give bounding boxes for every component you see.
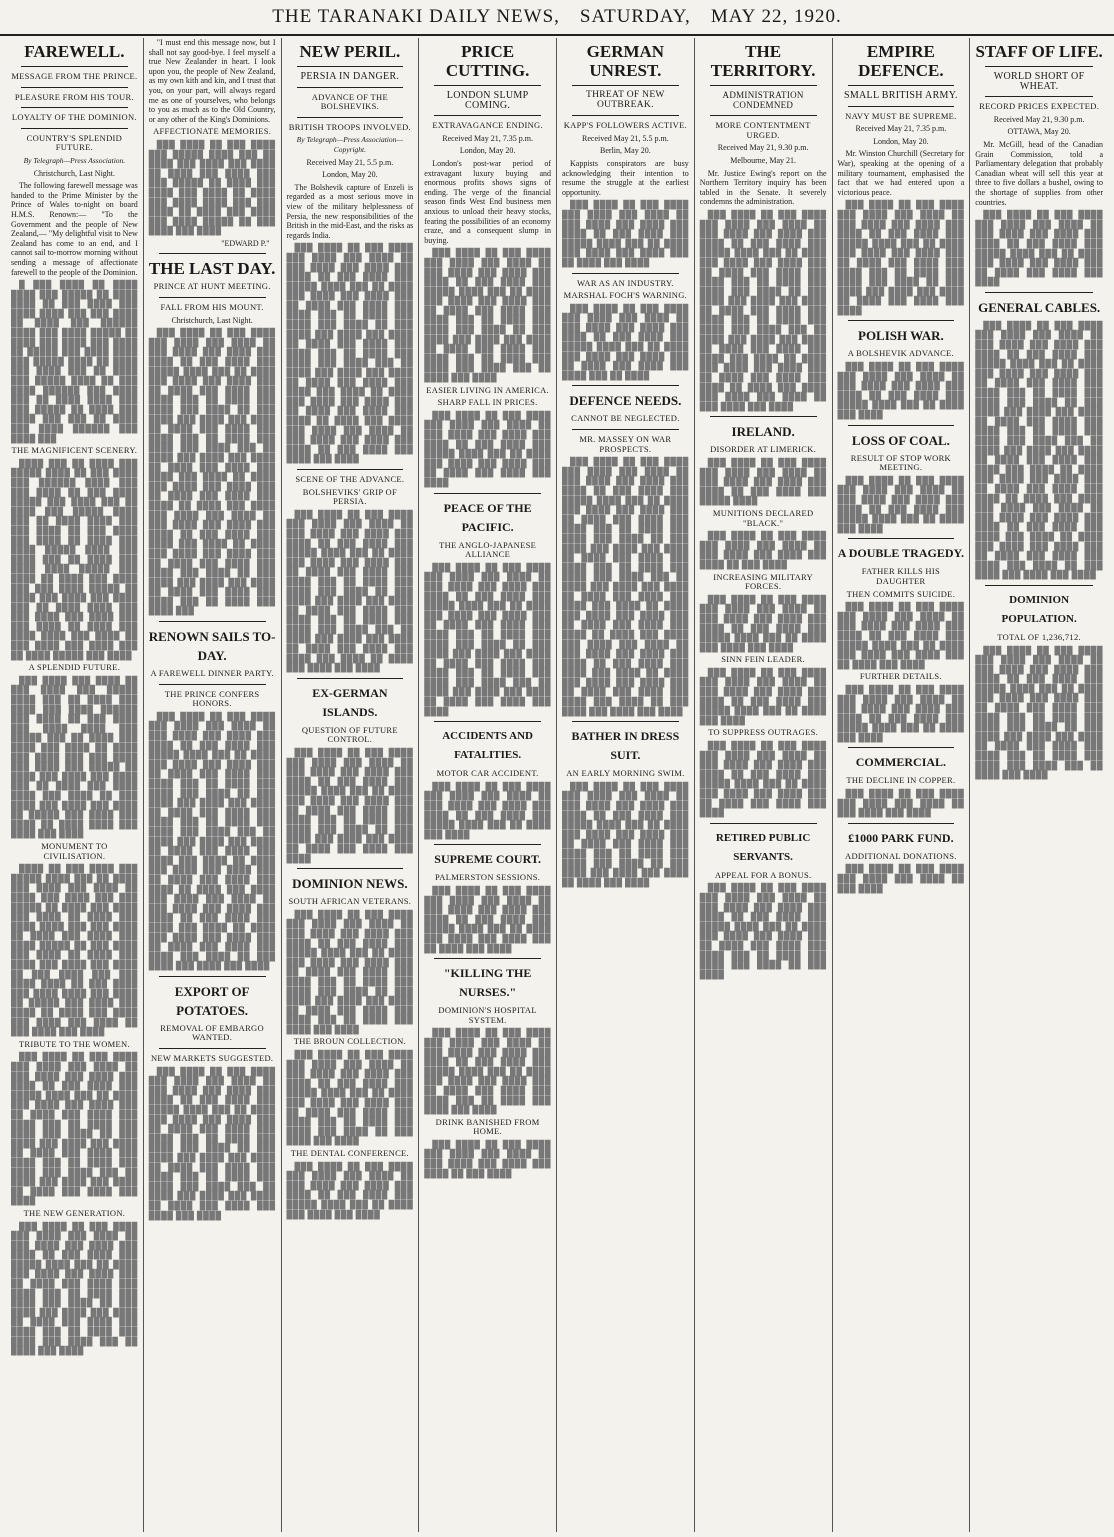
body-text-filler: █ ███ ████ ██ ████ ████ ███ █████ ██ ████ ████ ██ ███ ████ ███ ████ ████ ███ ███ ████ ██ ████ ███ ██████ ████ ███ ████ █████ ██ ████ ███ ████ ███ ████ ██ █████ ███ ████ ████ ███ █████ ████ ██ ████ ███ ████ ███ ██ ████ ███ █████ ████ ██ ███ ████ ██████ ███ ████ ███ ██ ████ ████ ███ ███ █████ ██ ████ ███ ████ ███ ███ ██ ████ ███ ████ ██████ ███ ████ ███ <box>11 280 138 443</box>
article-body: The Bolshevik capture of Enzeli is regarded as a most serious move in view of the military helplessness of Persia, the new responsibilities of the British in the mid-East, and the risks as regards India. <box>286 182 414 240</box>
headline-double-tragedy: A DOUBLE TRAGEDY. <box>837 546 965 561</box>
dateline: Christchurch, Last Night. <box>33 168 116 178</box>
subhead: PLEASURE FROM HIS TOUR. <box>14 91 134 102</box>
headline-loss-of-coal: LOSS OF COAL. <box>851 432 950 448</box>
headline-supreme-court: SUPREME COURT. <box>434 852 541 867</box>
headline-commercial: COMMERCIAL. <box>855 755 947 770</box>
agency-line: By Telegraph—Press Association. <box>23 155 126 165</box>
subhead: QUESTION OF FUTURE CONTROL. <box>301 724 398 745</box>
body-text-filler: ███ ████ ██ ███ ████ ███ ████ ███ ████ ██ ███ ████ ███ ████ ███ ████ ██ ███ ████ ███ █████ ████ ███ ██ ████ ███ ████ ███ ████ ███ ██ ████ ███ ████ ███ ████ <box>975 210 1103 287</box>
body-text-filler: ███ ████ ███ ████ ██ ███ ████ ███ █████ ████ ███ ██ ████ ███ ████ ███ ████ ██████ ███ ████ ██ ███ ████ ███ ████ ████ ███ █████ ███ ██ ████ ███ ████ ███ ████ ██ ████ ███ ████ ███ ███ ████ ███ ████ ███ █████ ██ ████ ███ ████ ███ ████ ███ ██ ████ ███ ████ ████ ███ ████ ██ ███ ████ ███ ████ ███ ████ ██ █████ ███ ████ ███ ████ ██ ████ ████ ███ ████ ███ ████ <box>11 675 138 839</box>
headline-peace-of-pacific: PEACE OF THE PACIFIC. <box>443 500 532 534</box>
column-6 <box>695 38 833 1532</box>
body-text-filler: ████ ███ ██ ████ ███ █████ ████ ██ ███ ████ ███ ██████ ████ ███ ███ ████ ██ ███ ████ █████ ███ ████ ███ ██ ████ ███ █████ ████ ███ ██ ████ ████ ███ ███ ████ ██ ███ ████ ███ ████ ██ ████ ███ ████ █████ ████ ███ ████ ███ ██ ████ ███ ████ ████ █████ ███ ████ ██ ████ ███ ████ ███ ███ ████ █████ ██ ████ ███ ████ ███ ████ ███ ██ ████ ████ ███ ███ ████ ███ ████ ███ ███ ████ ██ ████ ███ ████ ████ ███ ████ ██ ███ ████ ███ ████ ███ ██ ████ █████ ███ ████ <box>11 458 138 660</box>
subhead: AN EARLY MORNING SWIM. <box>566 768 685 779</box>
article-body: Mr. Winston Churchill (Secretary for War), speaking at the opening of a military tournament, emphasised the fact that we had entered upon a victorious peace. <box>837 149 965 197</box>
subhead: ADVANCE OF THE BOLSHEVIKS. <box>311 91 388 112</box>
body-text-filler: ███ ████ ██ ███ ████ ███ ████ ███ ████ ██ ███ ████ ███ ████ ███ ████ ██ ███ ████ ███ █████ ████ ███ ██ ████ ███ ████ ███ ████ ███ ██ ████ ███ ████ ███ ████ ███ ██ ████ ███ ████ ███ ████ <box>424 1028 551 1115</box>
column-8 <box>970 38 1108 1532</box>
subhead: MOTOR CAR ACCIDENT. <box>436 768 539 779</box>
body-text-filler: ███ ████ ██ ███ ████ ███ ████ ███ ████ ██ ███ ████ ███ ████ ███ ████ ██ ███ ████ ███ █████ ████ ███ ██ ████ ███ ████ ███ ████ ███ ██ ████ ███ ████ ███ ████ ███ ██ ████ ███ ████ ███ ████ ██ ███ ████ ███ ████ ███ ████ ██ ████ ███ ████ ███ ████ ███ ██ ████ ███ ████ ███ ████ ███ ██ ████ ███ ████ ███ ████ ██ ████ ███ ████ ███ ████ ███ ████ ██ ████ ███ ████ ███ ████ ███ ██ ████ ███ ████ ███ ████ ██ ████ ███ ████ ███ ████ ███ ████ ██ ███ ████ ███ ████ <box>699 209 827 411</box>
body-text-filler: ███ ████ ██ ███ ████ ███ ████ ███ ████ ██ ███ ████ ███ ████ ███ ████ ██ ███ ████ ███ █████ ████ ███ ██ ████ ███ ████ ███ ████ ███ ██ ████ ███ ████ ███ ████ ███ ██ ████ ███ ████ ███ ████ ██ ███ ████ ███ ████ ███ ████ ██ ████ ███ ████ ███ ████ ███ ██ ████ ███ ████ ███ ████ ███ ██ ████ ███ ████ ███ ████ ██ ████ ███ ████ ███ ████ <box>11 1052 138 1206</box>
column-4 <box>419 38 557 1532</box>
body-text-filler: ███ ████ ██ ███ ████ ███ ████ ███ ████ ██ ███ ████ ███ ████ ███ ████ ██ ███ ████ ███ █████ ████ ███ ██ ████ ███ ████ ███ ████ ███ ██ ████ ███ ████ <box>837 602 965 669</box>
dateline: Christchurch, Last Night. <box>171 315 253 325</box>
subhead: A BOLSHEVIK ADVANCE. <box>847 348 954 359</box>
subhead: SCENE OF THE ADVANCE. <box>295 473 405 484</box>
subhead: THREAT OF NEW OUTBREAK. <box>586 90 665 110</box>
headline-empire-defence: EMPIRE DEFENCE. <box>858 42 944 80</box>
masthead-day: SATURDAY, <box>579 6 691 27</box>
received-time: Received May 21, 7.35 p.m. <box>442 133 533 143</box>
subhead: WAR AS AN INDUSTRY. <box>577 277 674 288</box>
masthead-title: THE TARANAKI DAILY NEWS, <box>272 6 560 27</box>
body-text-filler: ███ ████ ██ ███ ████ ███ ████ ███ ████ ██ ███ ████ ███ ████ ███ ████ ██ ███ ████ ███ █████ ████ ███ ██ ████ ███ ████ ███ ████ <box>286 1161 414 1219</box>
newspaper-page <box>6 38 1108 1532</box>
subhead: TRIBUTE TO THE WOMEN. <box>18 1038 130 1049</box>
subhead: INCREASING MILITARY FORCES. <box>713 571 813 592</box>
subhead: KAPP'S FOLLOWERS ACTIVE. <box>563 120 687 131</box>
subhead: PALMERSTON SESSIONS. <box>435 872 541 883</box>
dateline: Melbourne, May 21. <box>730 155 796 165</box>
subhead: NAVY MUST BE SUPREME. <box>845 110 957 121</box>
body-text-filler: ███ ████ ██ ███ ████ ███ ████ ███ ████ ██ ███ ████ ███ ████ ███ ████ ██ ███ ████ ███ █████ ████ ███ ██ ████ ███ ████ ███ ████ ███ ██ ████ ███ ████ ███ ████ ███ ██ ████ ███ ████ ███ ████ ██ ███ ████ ███ ████ ███ ████ ██ ████ ███ ████ ███ ████ ███ ██ ████ ███ ████ ███ ████ ███ ██ ████ ███ ████ <box>424 248 551 383</box>
subhead: PERSIA IN DANGER. <box>300 71 400 82</box>
article-body: "I must end this message now, but I shall not say good-bye. I feel myself a true New Zealander in heart. I look upon you, the people of New Zealand, as my own kith and kin, and I trust that you, on your part, will always regard me as one of yourselves, who belongs to you as much as to the Old Country, or any other of the King's Dominions. <box>148 38 276 124</box>
dateline: London, May 20. <box>322 170 378 180</box>
subhead: COUNTRY'S SPLENDID FUTURE. <box>26 132 123 153</box>
masthead-date: MAY 22, 1920. <box>710 6 842 27</box>
subhead: A FAREWELL DINNER PARTY. <box>150 668 274 679</box>
body-text-filler: ███ ████ ██ ███ ████ ███ ████ ███ ████ ██ ███ ████ ███ ████ ███ ████ ██ ███ ████ ███ █████ ████ ███ ██ ████ ███ ████ ███ ████ ███ ██ ████ ███ ████ ███ ████ ███ ██ ████ ███ ████ ███ ████ ██ ███ ████ ███ ████ ███ ████ ██ ████ ███ ████ ███ ████ <box>286 748 414 863</box>
received-time: Received May 21, 7.35 p.m. <box>855 124 947 134</box>
subhead: THE NEW GENERATION. <box>23 1207 126 1218</box>
headline-dominion-population: DOMINION POPULATION. <box>1001 593 1077 625</box>
column-2 <box>144 38 282 1532</box>
subhead: AFFECTIONATE MEMORIES. <box>153 126 272 137</box>
body-text-filler: ███ ████ ██ ███ ████ ███ ████ ███ ████ ██ ███ ████ ███ ████ ███ ████ ██ ███ ████ ███ █████ ████ ███ ██ ████ ███ ████ ███ ████ ███ ██ ████ ███ ████ ███ ████ ███ ██ ████ ███ ████ ███ ████ ██ ███ ████ ███ ████ ███ ████ ██ ████ ███ ████ ███ ████ ███ ██ ████ ███ ████ ███ ████ ███ ██ ████ ███ ████ ███ ████ ██ ████ ███ ████ ███ ████ ███ ████ ██ ████ ███ ████ ███ ████ ███ ██ ████ ███ ████ ███ ████ ██ ████ ███ ████ ███ ████ ███ ████ ██ ███ ████ ███ ████ ███ ████ ██ ███ ████ ███ ████ ███ ████ ██ ████ ███ ████ ███ ████ ███ ██ ████ ███ ████ ███ ████ ███ ████ ██ ███ ████ ███ ████ ███ ████ <box>148 711 276 971</box>
dateline: London, May 20. <box>459 146 516 156</box>
body-text-filler: ███ ████ ██ ███ ████ ███ ████ ███ ████ ██ ███ ████ ███ ████ ███ ████ ██ ███ ████ ███ █████ ████ ███ ██ ████ ███ ████ ███ ████ ███ ██ ████ ███ ████ ███ ████ ███ ██ ████ ███ ████ ███ ████ ██ ███ ████ ███ ████ ███ ████ ██ ████ ███ ████ ███ ████ ███ ██ ████ ███ ████ ███ ████ ███ ██ ████ ███ ████ ███ ████ ██ ████ ███ ████ ███ ████ <box>424 562 551 716</box>
body-text-filler: ███ ████ ██ ███ ████ ███ ████ ███ ████ ██ ███ ████ ███ ████ ███ ████ ██ ███ ████ ███ █████ ████ ███ ██ ████ ███ ████ <box>837 684 965 742</box>
body-text-filler: ███ ████ ██ ███ ████ ███ ████ ███ ████ ██ ███ ████ <box>837 864 965 893</box>
dateline: Berlin, May 20. <box>600 146 651 156</box>
subhead: SINN FEIN LEADER. <box>721 654 805 665</box>
article-body: Mr. McGill, head of the Canadian Grain Commission, told a Parliamentary delegation that probably Canadian wheat will sell this year at three to five dollars a bushel, owing to the shortage of supplies from other countries. <box>975 139 1103 207</box>
subhead: MORE CONTENTMENT URGED. <box>715 120 811 140</box>
body-text-filler: ███ ████ ██ ███ ████ ███ ████ ███ ████ ██ ███ ████ ███ ████ ███ ████ ██ ███ ████ ███ █████ ████ ███ ██ ████ ███ ████ ███ ████ ███ ██ ████ ███ ████ ███ ████ ███ ██ ████ ███ ████ ███ ████ ██ ███ ████ ███ ████ ███ ████ ██ ████ ███ ████ ███ ████ ███ ██ ████ ███ ████ ███ ████ ███ ██ ████ ███ ████ ███ ████ ██ ████ ███ ████ ███ ████ ███ ████ ██ ████ ███ ████ ███ ████ ███ ██ ████ ███ ████ ███ ████ ██ ████ ███ ████ ███ ████ ███ ████ ██ ███ ████ ███ ████ ███ ████ ██ ███ ████ ███ ████ ███ ████ ██ ████ ███ ████ ███ ████ ███ ██ ████ ███ ████ ███ ████ ███ ████ ██ ███ ████ ███ ████ ███ ████ <box>562 457 689 716</box>
article-body: London's post-war period of extravagant luxury buying and enormous profits shows signs of ending. The verge of the financial season finds West End business men anxious to unload their heavy stocks, fearing the possibilities of an economy craze, and a consequent slump in buying. <box>424 158 551 245</box>
subhead: MR. MASSEY ON WAR PROSPECTS. <box>579 434 672 454</box>
article-body: The following farewell message was handed to the Prime Minister by the Prince of Wales to-night on board H.M.S. Renown:— "To the Government and the people of New Zealand,— "My delightful visit to New Zealand has come to an end, and I cannot sail to-morrow morning without sending a message of affectionate farewell to the people of the Dominion. <box>11 181 138 277</box>
body-text-filler: ███ ████ ██ ███ ████ ███ ████ ███ ████ ██ ███ ████ ███ ████ ███ ████ ██ ███ ████ ███ █████ ████ ███ ██ ████ ███ ████ <box>837 475 965 533</box>
received-time: Received May 21, 5.5 p.m. <box>306 157 394 167</box>
subhead: MUNITIONS DECLARED "BLACK." <box>712 507 814 528</box>
body-text-filler: ███ ████ ██ ███ ████ ███ ████ ███ ████ ██ ███ ████ ███ ████ ███ ████ ██ ███ ████ ███ █████ ████ ███ ██ ████ ███ ████ ███ ████ ███ ██ ████ ███ ████ ███ ████ ███ ██ ████ ███ ████ ███ ████ ██ ███ ████ ███ ████ ███ ████ ██ ████ ███ ████ ███ ████ <box>837 200 965 315</box>
body-text-filler: ███ ████ ██ ███ ████ ███ █████ ████ ███ ██ ████ ███ ████ ███ ████ ██ ████ ███ ████ ███ ███ █████ ██ ████ ███ ████ ███ ████ ██ ████ ███ ████ ████ ███ ███ ████ ██ ████ ███ ████ ███ ████ █████ ██ ███ ████ ███ ████ <box>148 139 276 236</box>
subhead: DOMINION'S HOSPITAL SYSTEM. <box>438 1005 537 1025</box>
headline-farewell: FAREWELL. <box>24 42 125 61</box>
subhead: RECORD PRICES EXPECTED. <box>979 101 1100 112</box>
subhead: FURTHER DETAILS. <box>859 671 942 682</box>
body-text-filler: ███ ████ ██ ███ ████ ███ ████ ███ ████ ██ ███ ████ ███ ████ ███ ████ ██ ███ ████ ███ █████ ████ ███ ██ ████ ███ ████ <box>699 667 827 725</box>
body-text-filler: ███ ████ ██ ███ ████ ███ ████ ███ ████ ██ ███ ████ ███ ████ ███ ████ ██ ███ ████ ███ █████ ████ <box>699 458 827 506</box>
headline-last-day: THE LAST DAY. <box>148 259 276 279</box>
subhead: SMALL BRITISH ARMY. <box>843 90 958 101</box>
headline-the-territory: THE TERRITORY. <box>710 42 816 80</box>
dateline: OTTAWA, May 20. <box>1007 127 1071 137</box>
column-1 <box>6 38 144 1532</box>
headline-general-cables: GENERAL CABLES. <box>978 299 1101 315</box>
subhead: THE ANGLO-JAPANESE ALLIANCE <box>439 539 537 560</box>
subhead: A SPLENDID FUTURE. <box>28 662 121 673</box>
column-5 <box>557 38 695 1532</box>
body-text-filler: ███ ████ ██ ███ ████ ███ ████ ███ ████ ██ ███ ████ ███ ████ ███ ████ ██ ███ ████ ███ █████ ████ ███ ██ ████ ███ ████ ███ ████ ███ ██ ████ ███ ████ ███ ████ ███ ██ ████ ███ ████ ███ ████ ██ ███ ████ ███ ████ ███ ████ ██ ████ ███ ████ ███ ████ ███ ██ ████ ███ ████ ███ ████ ███ ██ ████ ███ ████ ███ ████ ██ ████ ███ ████ ███ ████ ███ ████ ██ ████ ███ ████ ███ ████ <box>286 509 414 673</box>
subhead: SOUTH AFRICAN VETERANS. <box>288 896 412 907</box>
body-text-filler: ███ ████ ██ ███ ████ ███ ████ ███ ████ ██ ███ ████ ███ ████ ███ ████ ██ ███ ████ ███ █████ ████ ███ ██ ████ ███ ████ ███ ████ ███ ██ ████ ███ ████ ███ ████ ███ ██ ████ ███ ████ ███ ████ ██ ███ ████ ███ ████ <box>286 1050 414 1146</box>
subhead: FATHER KILLS HIS DAUGHTER <box>861 566 941 586</box>
headline-bather: BATHER IN DRESS SUIT. <box>571 729 680 763</box>
subhead: THE DECLINE IN COPPER. <box>846 775 956 786</box>
subhead: MESSAGE FROM THE PRINCE. <box>11 71 138 81</box>
body-text-filler: ███ ████ ██ ███ ████ ███ ████ ███ ████ ██ ███ ████ ███ ████ ███ ████ ██ ███ ████ ███ █████ ████ ███ ██ ████ ███ ████ ███ ████ ███ ██ ████ ███ ████ ███ ████ ███ ██ ████ ███ ████ ███ ████ ██ ███ ████ ███ ████ ███ ████ ██ ████ ███ ████ ███ ████ ███ ██ ████ ███ ████ ███ ████ ███ ██ ████ ███ ████ <box>975 645 1103 780</box>
body-text-filler: ███ ████ ██ ███ ████ ███ ████ ███ ████ ██ ███ ████ ███ ████ ███ ████ ██ ███ ████ ███ █████ ████ ███ ██ ████ ███ ████ ███ ████ ███ ██ ████ ███ ████ ███ ████ ███ ██ ████ ███ ████ ███ ████ ██ ███ ████ ███ ████ ███ ████ ██ ████ ███ ████ ███ ████ ███ ██ ████ ███ ████ ███ ████ ███ ██ ████ ███ ████ ███ ████ ██ ████ ███ ████ ███ ████ ███ ████ ██ ████ ███ ████ ███ ████ ███ ██ ████ ███ ████ ███ ████ ██ ████ ███ ████ ███ ████ ███ ████ ██ ███ ████ ███ ████ ███ ████ ██ ███ ████ ███ ████ ███ ████ <box>286 243 414 464</box>
subhead: DISORDER AT LIMERICK. <box>710 444 817 455</box>
subhead: CANNOT BE NEGLECTED. <box>571 413 680 424</box>
body-text-filler: ███ ████ ██ ███ ████ ███ ████ ███ ████ ██ ███ ████ ███ ████ ███ ████ ██ ███ ████ ███ █████ ████ ███ ██ ████ ███ ████ ███ ████ ███ ██ ████ ███ ████ ███ ████ <box>699 741 827 818</box>
headline-ireland: IRELAND. <box>731 424 795 440</box>
body-text-filler: ███ ████ ██ ███ ████ ███ ████ ███ ████ ██ ███ ████ ███ ████ ███ ████ ██ ███ ████ ███ █████ ████ ███ ██ ████ ███ ████ ███ ████ ███ ██ ████ ███ ████ ███ ████ ███ ██ ████ ███ ████ ███ ████ ██ ███ ████ ███ ████ ███ ████ ██ ████ ███ ████ ███ ████ ███ ██ ████ ███ ████ ███ ████ <box>286 909 414 1034</box>
headline-renown-sails: RENOWN SAILS TO-DAY. <box>148 629 276 664</box>
column-7 <box>833 38 971 1532</box>
headline-park-fund: £1000 PARK FUND. <box>848 830 954 845</box>
article-body: Kappists conspirators are busy acknowledging their intention to resume the struggle at the earliest opportunity. <box>562 158 689 197</box>
subhead: ADDITIONAL DONATIONS. <box>845 850 957 861</box>
agency-line: By Telegraph—Press Association—Copyright. <box>296 135 404 154</box>
subhead: EXTRAVAGANCE ENDING. <box>432 120 543 131</box>
subhead: REMOVAL OF EMBARGO WANTED. <box>160 1022 264 1043</box>
dateline: London, May 20. <box>873 136 929 146</box>
headline-ex-german-islands: EX-GERMAN ISLANDS. <box>312 685 388 719</box>
body-text-filler: ███ ████ ██ ███ ████ ███ ████ ███ ████ ██ ███ ████ ███ ████ ███ ████ ██ ███ ████ ███ █████ ████ ███ ██ ████ ███ ████ ███ ████ <box>699 594 827 652</box>
subhead: LOYALTY OF THE DOMINION. <box>11 112 137 123</box>
subhead: TOTAL OF 1,236,712. <box>997 631 1081 642</box>
headline-accidents: ACCIDENTS AND FATALITIES. <box>442 730 534 762</box>
body-text-filler: ███ ████ ██ ███ ████ ███ ████ ███ ████ ██ ███ ████ ███ ████ ███ ████ ██ ███ ████ ███ █████ ████ ███ ██ ████ ███ ████ <box>424 781 551 839</box>
subhead: LONDON SLUMP COMING. <box>446 90 529 111</box>
body-text-filler: ███ ████ ██ ███ ████ ███ ████ ███ ████ ██ ███ ████ ███ ████ ███ ████ ██ ███ ████ ███ █████ ████ ███ ██ ████ ███ ████ ███ ████ ███ ██ ████ ███ ████ ███ ████ ███ ██ ████ ███ ████ ███ ████ ██ ███ ████ ███ ████ ███ ████ ██ ████ ███ ████ ███ ████ ███ ██ ████ ███ ████ ███ ████ ███ ██ ████ ███ ████ ███ ████ ██ ████ ███ ████ ███ ████ ███ ████ ██ ████ ███ ████ ███ ████ ███ ██ ████ ███ ████ ███ ████ ██ ████ ███ ████ ███ ████ ███ ████ ██ ███ ████ ███ ████ ███ ████ ██ ███ ████ ███ ████ ███ ████ ██ ████ ███ ████ ███ ████ ███ ██ ████ ███ ████ ███ ████ ███ ████ ██ ███ ████ ███ ████ ███ ████ ██ ████ ███ ████ ███ ████ ███ ██ ████ ███ ████ ███ <box>148 328 276 616</box>
headline-price-cutting: PRICE CUTTING. <box>445 42 530 80</box>
headline-dominion-news: DOMINION NEWS. <box>292 876 408 892</box>
body-text-filler: ███ ████ ██ ███ ████ ███ ████ ███ ████ ██ ███ ████ ███ ████ ███ ████ ██ ███ ████ ███ █████ ████ ███ ██ ████ ███ ████ ███ ████ ███ ██ ████ ███ ████ ███ ████ ███ ██ ████ ███ ████ ███ ████ ██ ███ ████ ███ ████ ███ ████ ██ ████ ███ ████ ███ ████ ███ ██ ████ ███ ████ ███ ████ ███ ██ ████ ███ ████ ███ ████ ██ ████ ███ ████ ███ ████ ███ ████ <box>148 1066 276 1220</box>
subhead: MARSHAL FOCH'S WARNING. <box>563 290 688 301</box>
body-text-filler: ███ ████ ██ ███ ████ ███ ████ ███ ████ ██ ███ ████ ███ ████ ███ ████ ██ ███ ████ ███ █████ ████ ███ ██ ████ ███ ████ <box>837 362 965 420</box>
subhead: BRITISH TROOPS INVOLVED. <box>288 121 411 132</box>
body-text-filler: ███ ████ ██ ███ ████ ███ ████ ███ ████ ██ ███ ████ ███ ████ ███ ████ ██ ███ ████ ███ █████ ████ ███ ██ ████ ███ ████ ███ ████ ███ ██ ████ ███ ████ <box>562 200 689 267</box>
received-time: Received May 21, 9.30 p.m. <box>717 143 809 153</box>
column-3 <box>282 38 420 1532</box>
subhead: FALL FROM HIS MOUNT. <box>160 302 264 313</box>
headline-new-peril: NEW PERIL. <box>299 42 401 61</box>
subhead: SHARP FALL IN PRICES. <box>437 397 538 408</box>
subhead: ADMINISTRATION CONDEMNED <box>722 90 804 110</box>
headline-defence-needs: DEFENCE NEEDS. <box>569 393 682 409</box>
subhead: THE PRINCE CONFERS HONORS. <box>164 688 260 709</box>
body-text-filler: ███ ████ ██ ███ ████ ███ ████ ███ ████ ██ ███ ████ ███ ████ ███ ████ ██ ███ ████ ███ █████ ████ ███ ██ ████ ███ ████ ███ ████ ███ ██ ████ ███ ████ ███ ████ ███ ██ ████ ███ ████ ███ ████ ██ ███ ████ ███ ████ ███ ████ ██ ████ ███ ████ ███ ████ ███ ██ ████ ███ ████ ███ ████ ███ ██ ████ ███ ████ <box>11 1221 138 1356</box>
subhead: MONUMENT TO CIVILISATION. <box>41 840 108 861</box>
subhead: THE MAGNIFICENT SCENERY. <box>11 445 138 456</box>
signoff: "EDWARD P." <box>221 238 270 248</box>
subhead: DRINK BANISHED FROM HOME. <box>435 1116 540 1137</box>
headline-killing-nurses: "KILLING THE NURSES." <box>443 966 532 1000</box>
subhead: BOLSHEVIKS' GRIP OF PERSIA. <box>302 486 398 507</box>
subhead: EASIER LIVING IN AMERICA. <box>426 384 549 395</box>
body-text-filler: ███ ████ ██ ███ ████ ███ ████ ███ ████ ██ ███ ████ ███ ████ ███ ████ ██ ███ ████ <box>424 1139 551 1178</box>
subhead: APPEAL FOR A BONUS. <box>714 869 812 880</box>
subhead: RESULT OF STOP WORK MEETING. <box>850 452 951 473</box>
body-text-filler: ███ ████ ██ ███ ████ ███ ████ ███ ████ ██ ███ ████ ███ ████ ███ ████ ██ ███ ████ <box>699 531 827 569</box>
subhead: THEN COMMITS SUICIDE. <box>846 588 956 599</box>
masthead <box>0 0 1114 36</box>
body-text-filler: ████ ██ ███ ████ ███ █████ ████ ███ ██ ████ ███ ████ ███ ████ ██ ████ ███ ████ ███ ███ █████ ██ ████ ███ ████ ███ ████ ██ ████ ███ ████ ████ ███ ███ ████ ██ ████ ███ ████ ███ ████ █████ ██ ███ ████ ███ ████ ██ ████ ███ ████ ███ ████ ███ ████ ██ ███ ████ ███ ███ ████ ████ ██ ███ ████ ███ ████ ████ ███ ████ ██ █████ ███ ████ ███ ████ ██ ████ ███ ████ ███ ████ ███ ████ ██ ███ ████ ███ ████ <box>11 864 138 1037</box>
headline-polish-war: POLISH WAR. <box>858 328 944 344</box>
body-text-filler: ███ ████ ██ ███ ████ ███ ████ ███ ████ ██ ███ ████ ███ ████ <box>837 789 965 818</box>
body-text-filler: ███ ████ ██ ███ ████ ███ ████ ███ ████ ██ ███ ████ ███ ████ ███ ████ ██ ███ ████ ███ █████ ████ ███ ██ ████ ███ ████ ███ ████ ███ ██ ████ ███ ████ ███ ████ ███ ██ ████ ███ ████ ███ ████ ██ ███ ████ <box>699 883 827 979</box>
subhead: TO SUPPRESS OUTRAGES. <box>708 727 819 738</box>
received-time: Received May 21, 9.30 p.m. <box>993 114 1085 124</box>
body-text-filler: ███ ████ ██ ███ ████ ███ ████ ███ ████ ██ ███ ████ ███ ████ ███ ████ ██ ███ ████ ███ █████ ████ ███ ██ ████ ███ ████ ███ ████ ███ ██ ████ ███ ████ ███ ████ <box>424 410 551 487</box>
subhead: PRINCE AT HUNT MEETING. <box>153 281 271 292</box>
subhead: NEW MARKETS SUGGESTED. <box>150 1053 274 1064</box>
headline-staff-of-life: STAFF OF LIFE. <box>975 42 1103 61</box>
body-text-filler: ███ ████ ██ ███ ████ ███ ████ ███ ████ ██ ███ ████ ███ ████ ███ ████ ██ ███ ████ ███ █████ ████ ███ ██ ████ ███ ████ ███ ████ ███ ██ ████ ███ ████ <box>424 886 551 953</box>
headline-export-potatoes: EXPORT OF POTATOES. <box>174 983 250 1018</box>
headline-retired-public-servants: RETIRED PUBLIC SERVANTS. <box>715 831 811 863</box>
article-body: Mr. Justice Ewing's report on the Northern Territory inquiry has been tabled in the Senate. It severely condemns the administration. <box>699 168 827 207</box>
subhead: WORLD SHORT OF WHEAT. <box>993 71 1085 92</box>
subhead: THE DENTAL CONFERENCE. <box>290 1148 409 1158</box>
body-text-filler: ███ ████ ██ ███ ████ ███ ████ ███ ████ ██ ███ ████ ███ ████ ███ ████ ██ ███ ████ ███ █████ ████ ███ ██ ████ ███ ████ ███ ████ ███ ██ ████ ███ ████ ███ ████ ███ ██ ████ ███ ████ ███ ████ ██ ███ ████ ███ ████ ███ ████ ██ ████ ███ ████ ███ ████ ███ ██ ████ ███ ████ ███ ████ ███ ██ ████ ███ ████ ███ ████ ██ ████ ███ ████ ███ ████ ███ ████ ██ ████ ███ ████ ███ ████ ███ ██ ████ ███ ████ ███ ████ ██ ████ ███ ████ ███ ████ ███ ████ ██ ███ ████ ███ ████ ███ ████ ██ ███ ████ ███ ████ ███ ████ ██ ████ ███ ████ ███ ████ ███ ██ ████ ███ ████ ███ ████ ███ ████ ██ ███ ████ ███ ████ ███ ████ <box>975 320 1103 580</box>
received-time: Received May 21, 5.5 p.m. <box>582 133 669 143</box>
body-text-filler: ███ ████ ██ ███ ████ ███ ████ ███ ████ ██ ███ ████ ███ ████ ███ ████ ██ ███ ████ ███ █████ ████ ███ ██ ████ ███ ████ ███ ████ ███ ██ ████ ███ ████ ███ ████ ███ ██ ████ <box>562 303 689 380</box>
body-text-filler: ███ ████ ██ ███ ████ ███ ████ ███ ████ ██ ███ ████ ███ ████ ███ ████ ██ ███ ████ ███ █████ ████ ███ ██ ████ ███ ████ ███ ████ ███ ██ ████ ███ ████ ███ ████ ███ ██ ████ ███ ████ ███ ████ ██ ███ ████ ███ ████ ███ ████ ██ ████ ███ ████ <box>562 781 689 887</box>
subhead: THE BROUN COLLECTION. <box>293 1036 407 1047</box>
headline-german-unrest: GERMAN UNREST. <box>586 42 665 80</box>
